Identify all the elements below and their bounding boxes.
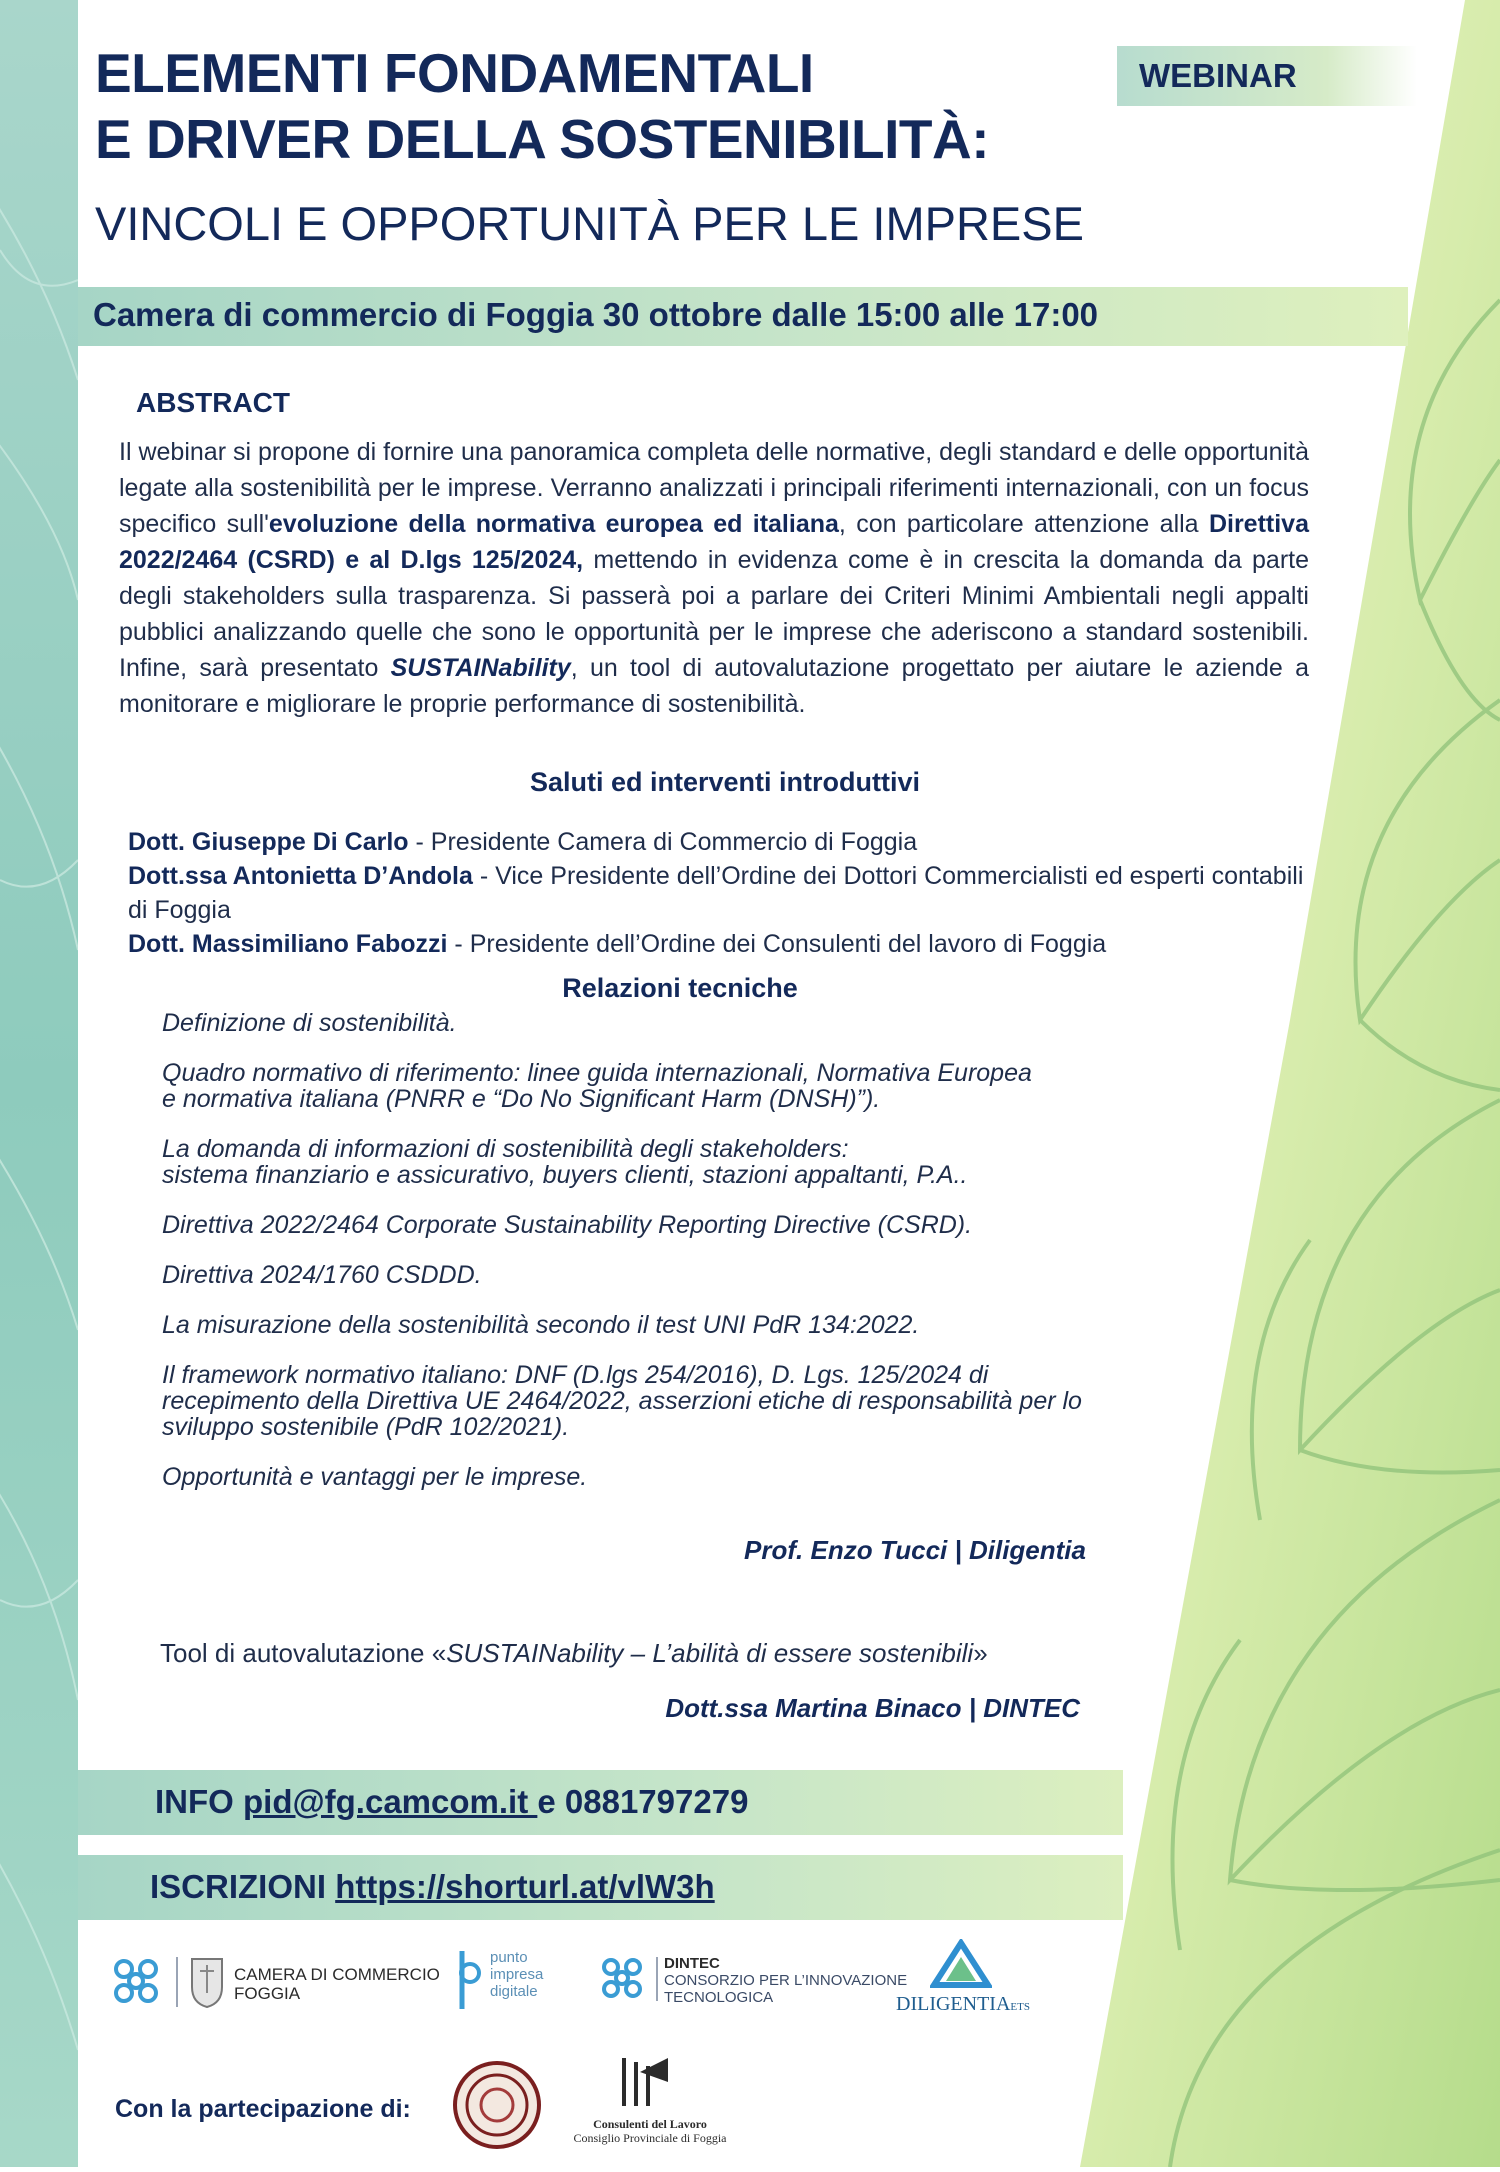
consulenti-line-1: Consulenti del Lavoro [593,2117,707,2131]
dintec-logo-text [664,1955,907,2006]
page-subtitle: VINCOLI E OPPORTUNITÀ PER LE IMPRESE [95,197,1084,250]
info-line [155,1783,748,1821]
dintec-knot-logo [596,1953,648,2005]
registration-line [150,1868,715,1906]
abstract-text [119,434,1309,722]
consulenti-logo-mark [610,2052,680,2112]
page-title [95,40,989,172]
talk-item: La domanda di informazioni di sostenibilità degli stakeholders: sistema finanziario e assicurativo, buyers clienti, stazioni appaltanti, P.A.. [162,1135,968,1189]
talk-item: La misurazione della sostenibilità secondo il test UNI PdR 134:2022. [162,1311,920,1339]
dintec-logo-line-1: DINTEC [664,1955,720,1972]
title-line-2: E DRIVER DELLA SOSTENIBILITÀ: [95,108,990,170]
info-phone: e 0881797279 [537,1783,749,1820]
talk-item: Il framework normativo italiano: DNF (D.lgs 254/2016), D. Lgs. 125/2024 di recepimento della Direttiva UE 2464/2022, asserzioni etiche di responsabilità per lo sviluppo sostenibile (PdR 102/2021). [162,1361,1082,1441]
speaker-row [128,859,1308,927]
greetings-speakers [128,825,1308,961]
speaker-row [128,927,1308,961]
dintec-logo-line-2: CONSORZIO PER L’INNOVAZIONE [664,1972,908,1989]
speaker-role: - Presidente dell’Ordine dei Consulenti del lavoro di Foggia [447,930,1107,958]
tool-speaker: Dott.ssa Martina Binaco | DINTEC [665,1693,1080,1723]
speaker-name: Dott.ssa Antonietta D’Andola [128,862,473,890]
tool-prefix: Tool di autovalutazione « [160,1638,447,1668]
camera-knot-logo [106,1953,166,2009]
diligentia-logo-text [896,1993,1030,2016]
dintec-logo-line-3: TECNOLOGICA [664,1989,774,2006]
logo-divider [656,1957,658,2001]
speaker-name: Dott. Massimiliano Fabozzi [128,930,448,958]
consulenti-line-2: Consiglio Provinciale di Foggia [573,2131,727,2145]
registration-label: ISCRIZIONI [150,1868,336,1905]
camera-logo-text [234,1965,440,2003]
logo-divider [176,1957,178,2007]
speaker-role: - Presidente Camera di Commercio di Foggia [408,828,918,856]
camera-logo-line-2: FOGGIA [234,1984,301,2003]
tool-suffix: » [973,1638,988,1668]
pid-logo-line-1: punto [490,1949,528,1966]
foggia-crest-logo [186,1953,228,2009]
abstract-bold-3: SUSTAINability [390,654,571,682]
abstract-part-2: , con particolare attenzione alla [838,510,1209,538]
abstract-bold-1: evoluzione della normativa europea ed italiana [268,510,839,538]
talk-item: Opportunità e vantaggi per le imprese. [162,1463,588,1491]
talk-speaker: Prof. Enzo Tucci | Diligentia [744,1535,1086,1565]
pid-logo-text [490,1949,543,2000]
consulenti-logo-text [560,2117,740,2145]
camera-logo-line-1: CAMERA DI COMMERCIO [234,1965,440,1984]
pid-logo-line-3: digitale [490,1983,538,2000]
participation-label: Con la partecipazione di: [115,2095,411,2123]
talk-item: Direttiva 2022/2464 Corporate Sustainability Reporting Directive (CSRD). [162,1211,973,1239]
talks-list [162,1010,1142,1514]
commercialisti-seal-logo [452,2060,542,2150]
abstract-part-3: mettendo in evidenza come è in crescita la domanda da parte degli stakeholders sulla trasparenza. Si passerà poi a parlare dei Criteri Minimi Ambientali negli appalti pubblici analizzando quelle che sono le opportunità per le imprese che aderiscono a standard sostenibili. Infine, sarà presentato [119,546,1309,682]
tool-name: SUSTAINability – L’abilità di essere sostenibili [446,1638,974,1668]
speaker-role: - Vice Presidente dell’Ordine dei Dottori Commercialisti ed esperti contabili di Foggia [128,862,1304,924]
abstract-part-1: Il webinar si propone di fornire una panoramica completa delle normative, degli standard e delle opportunità legate alla sostenibilità per le imprese. Verranno analizzati i principali riferimenti internazionali, con un focus specifico sull' [119,438,1309,538]
abstract-bold-2: Direttiva 2022/2464 (CSRD) e al D.lgs 125/2024, [119,510,1309,574]
abstract-heading: ABSTRACT [136,387,290,418]
title-line-1: ELEMENTI FONDAMENTALI [95,42,814,104]
diligentia-suffix: ETS [1010,2001,1030,2013]
diligentia-name: DILIGENTIA [896,1993,1011,2015]
greetings-heading: Saluti ed interventi introduttivi [529,767,921,797]
technical-heading: Relazioni tecniche [562,973,798,1003]
info-label: INFO [155,1783,243,1820]
speaker-row [128,825,1308,859]
tool-line [160,1638,988,1669]
speaker-name: Dott. Giuseppe Di Carlo [128,828,409,856]
pid-logo-line-2: impresa [490,1966,544,1983]
event-details: Camera di commercio di Foggia 30 ottobre dalle 15:00 alle 17:00 [93,296,1099,333]
talk-item: Direttiva 2024/1760 CSDDD. [162,1261,482,1289]
pid-logo-mark [456,1947,486,2013]
abstract-part-4: , un tool di autovalutazione progettato per aiutare le aziende a monitorare e migliorare le proprie performance di sostenibilità. [119,654,1309,718]
diligentia-triangle-logo [930,1939,992,1989]
talk-item: Definizione di sostenibilità. [162,1009,457,1037]
webinar-badge: WEBINAR [1117,46,1417,106]
talk-item: Quadro normativo di riferimento: linee guida internazionali, Normativa Europea e normativa italiana (PNRR e “Do No Significant Harm (DNSH)”). [162,1059,1032,1113]
info-email-link[interactable]: pid@fg.camcom.it [243,1783,538,1820]
registration-link[interactable]: https://shorturl.at/vlW3h [335,1868,715,1905]
